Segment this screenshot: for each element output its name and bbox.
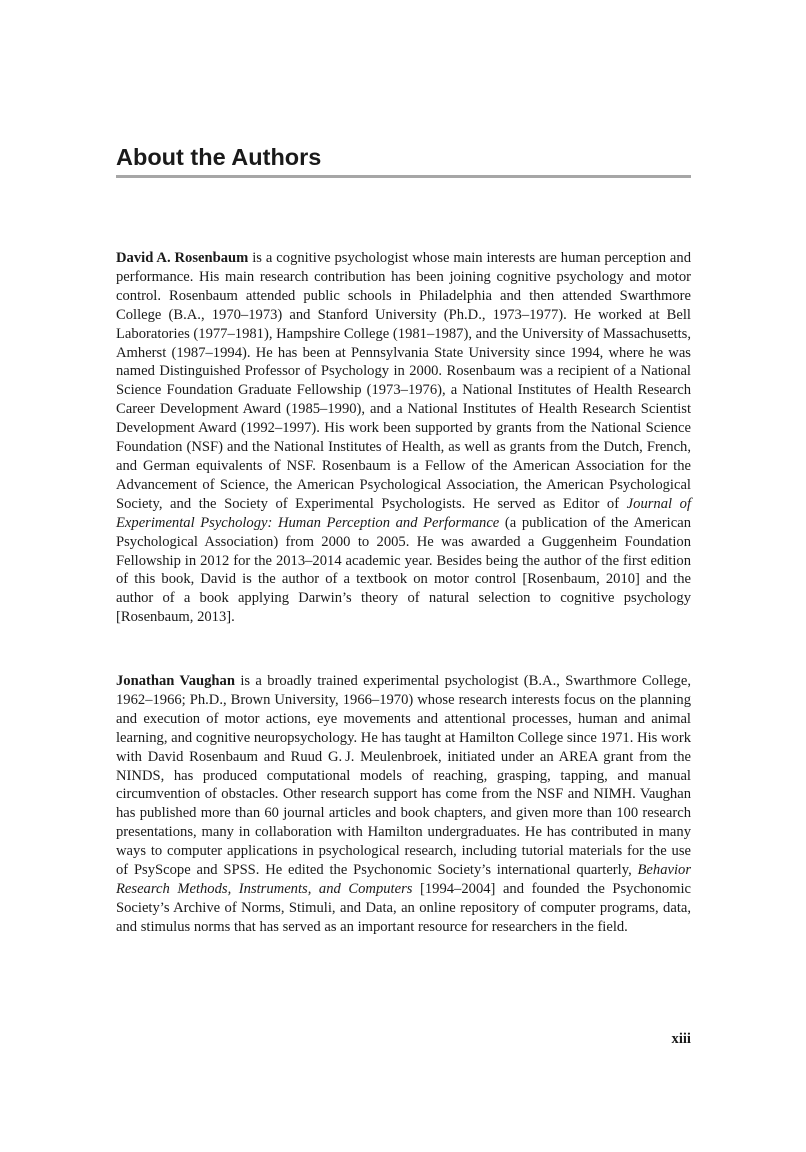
author-name: David A. Rosenbaum (116, 250, 249, 266)
title-underline (116, 175, 691, 178)
bio-text: [1994–2004] and founded the Psychonomic Society’s Archive of Norms, Stimuli, and Data, an online repository of computer programs, data, and stimulus norms that has served as an important resource for researchers in the field. (116, 880, 692, 935)
author-name: Jonathan Vaughan (116, 673, 235, 689)
author-bio-rosenbaum (116, 249, 691, 627)
bio-text: is a cognitive psychologist whose main interests are human perception and performance. His main research contribution has been joining cognitive psychology and motor control. Rosenbaum attended public schools in Philadelphia and then attended Swarthmore College (B.A., 1970–1973) and Stanford University (Ph.D., 1973–1977). He worked at Bell Laboratories (1977–1981), Hampshire College (1981–1987), and the University of Massachusetts, Amherst (1987–1994). He has been at Pennsylvania State University since 1994, where he was named Distinguished Professor of Psychology in 2000. Rosenbaum was a recipient of a National Science Foundation Graduate Fellowship (1973–1976), a National Institutes of Health Research Career Development Award (1985–1990), and a National Institutes of Health Research Scientist Development Award (1992–1997). His work been supported by grants from the National Science Foundation (NSF) and the National Institutes of Health, as well as grants from the Dutch, French, and German equivalents of NSF. Rosenbaum is a Fellow of the American Association for the Advancement of Science, the American Psychological Association, the American Psychological Society, and the Society of Experimental Psychologists. He served as Editor of (116, 250, 692, 512)
journal-title: Behavior Research Methods, Instruments, and Computers (116, 862, 691, 897)
author-bio-vaughan (116, 672, 691, 937)
journal-title: Journal of Experimental Psychology: Human Perception and Performance (116, 495, 691, 531)
page-title: About the Authors (116, 144, 322, 170)
bio-text: is a broadly trained experimental psychologist (B.A., Swarthmore College, 1962–1966; Ph.D., Brown University, 1966–1970) whose research interests focus on the planning and execution of motor actions, eye movements and attentional processes, human and animal learning, and cognitive neuropsychology. He has taught at Hamilton College since 1971. His work with David Rosenbaum and Ruud G. J. Meulenbroek, initiated under an AREA grant from the NINDS, has produced computational models of reaching, grasping, tapping, and manual circumvention of obstacles. Other research support has come from the NSF and NIMH. Vaughan has published more than 60 journal articles and book chapters, and given more than 100 research presentations, many in collaboration with Hamilton undergraduates. He has contributed in many ways to computer applications in psychological research, including tutorial materials for the use of PsyScope and SPSS. He edited the Psychonomic Society’s international quarterly, (116, 673, 691, 879)
bio-text: (a publication of the American Psychological Association) from 2000 to 2005. He was awarded a Guggenheim Foundation Fellowship in 2012 for the 2013–2014 academic year. Besides being the author of the first edition of this book, David is the author of a textbook on motor control [Rosenbaum, 2010] and the author of a book applying Darwin’s theory of natural selection to cognitive psychology [Rosenbaum, 2013]. (116, 514, 691, 626)
page-number: xiii (671, 1031, 691, 1047)
